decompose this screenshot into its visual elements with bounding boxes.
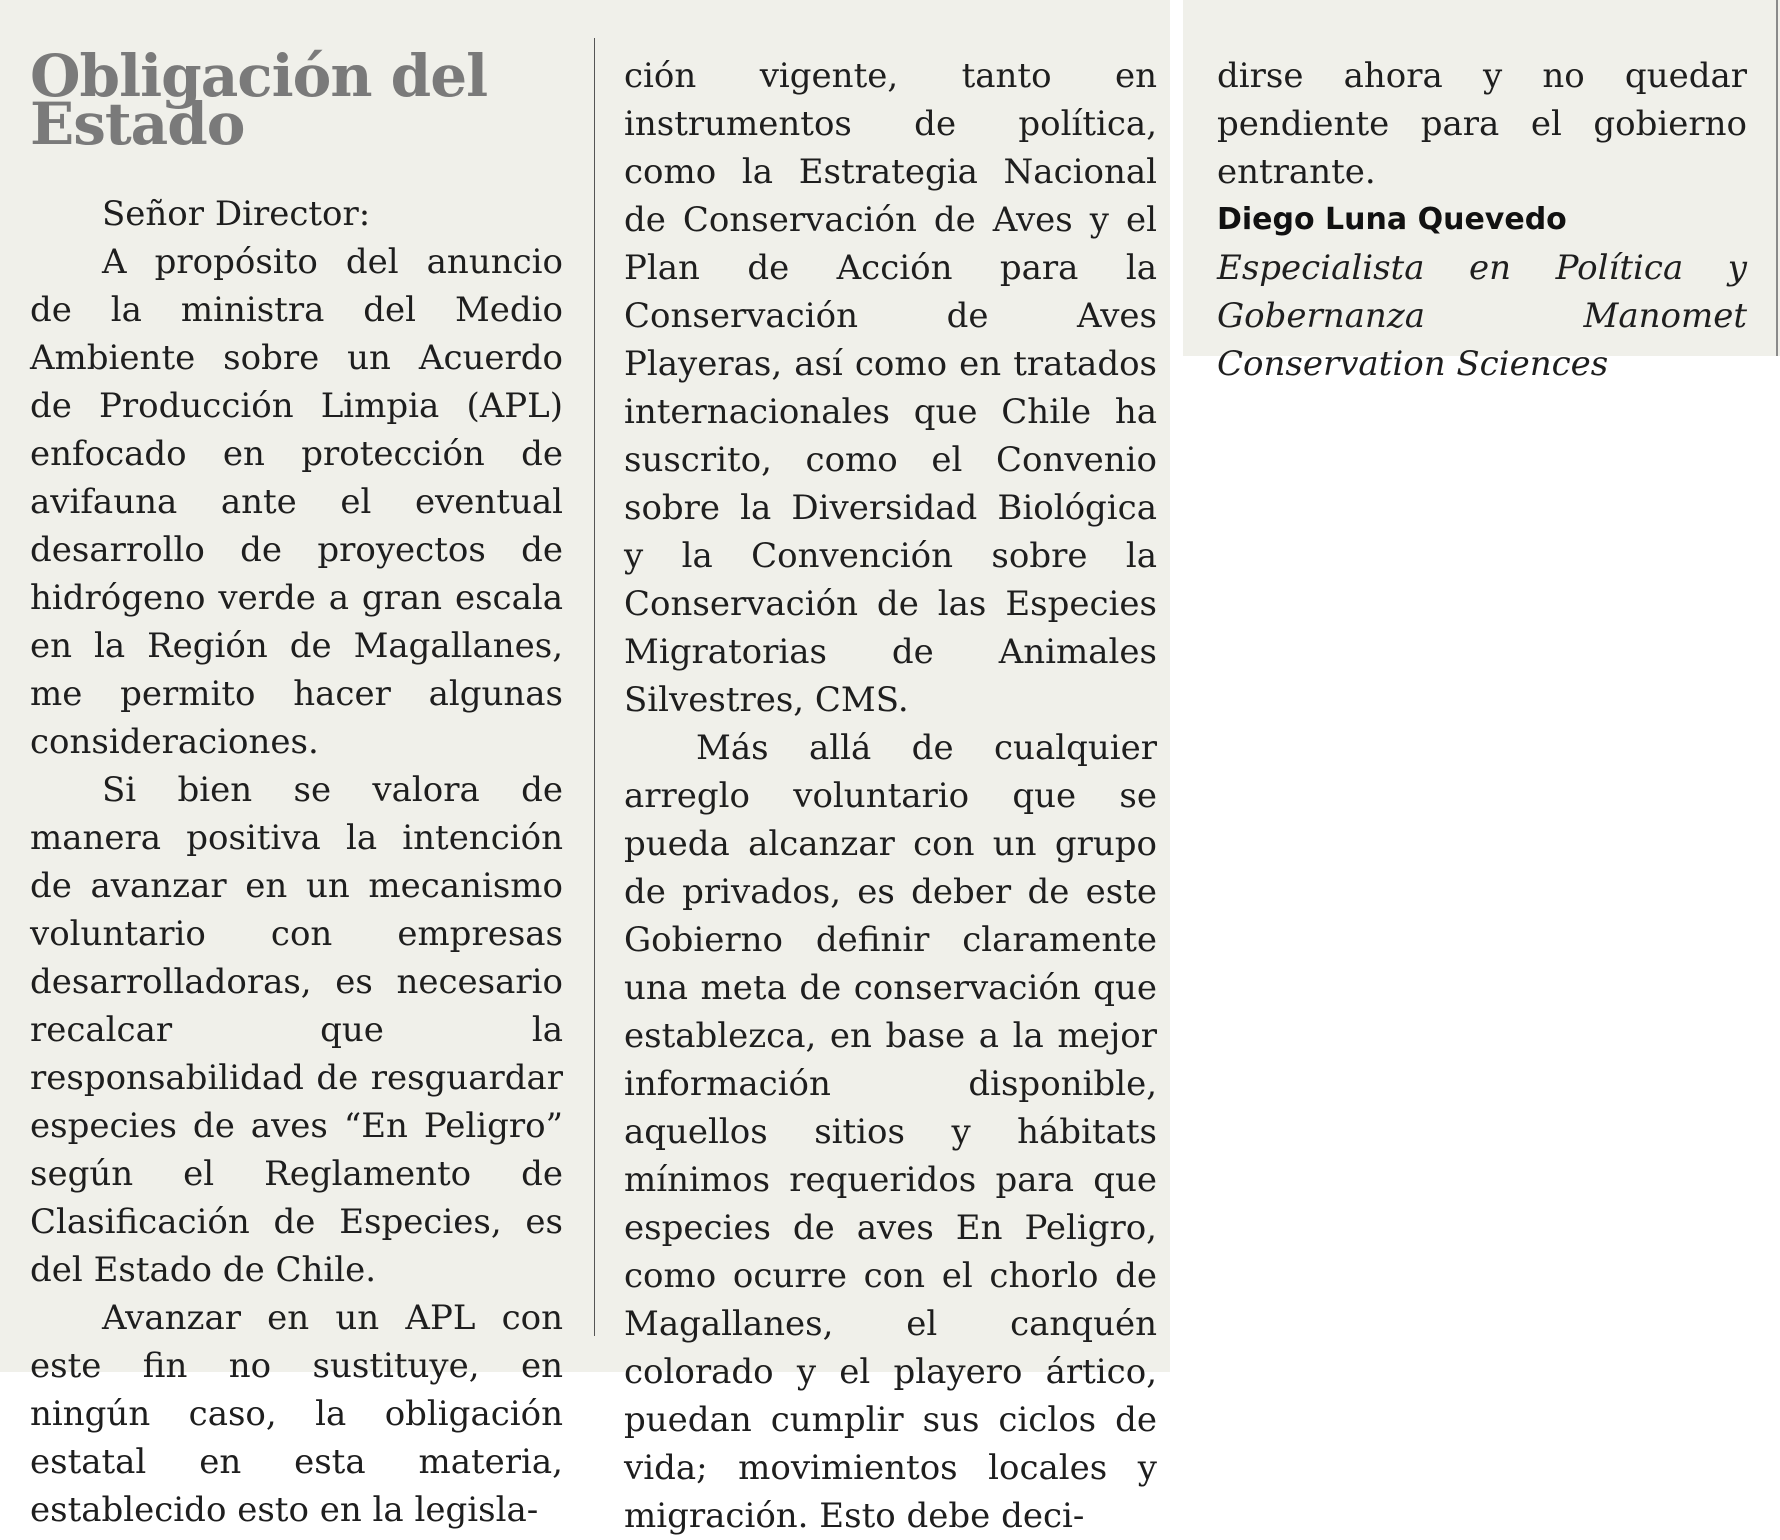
column-divider	[594, 38, 595, 1336]
paragraph: Más allá de cualquier arreglo voluntario que se pueda alcanzar con un grupo de privados, es deber de este Gobierno definir claramente una meta de conservación que establezca, en base a la mejor información disponible, aquellos sitios y hábitats mínimos requeridos para que especies de aves En Peligro, como ocurre con el chorlo de Magallanes, el canquén colorado y el playero ártico, puedan cumplir sus ciclos de vida; movimientos locales y migración. Esto debe deci-	[624, 728, 1157, 1536]
text-column-2	[624, 52, 1157, 1540]
author-name: Diego Luna Quevedo	[1217, 202, 1567, 237]
paragraph: Si bien se valora de manera positiva la intención de avanzar en un mecanismo voluntario con empresas desarrolladoras, es necesario recalcar que la responsabilidad de resguardar especies de aves “En Peligro” según el Reglamento de Clasificación de Especies, es del Estado de Chile.	[30, 770, 563, 1290]
text-column-3	[1217, 52, 1747, 388]
paragraph: A propósito del anuncio de la ministra del Medio Ambiente sobre un Acuerdo de Producción Limpia (APL) enfocado en protección de avifauna ante el eventual desarrollo de proyectos de hidrógeno verde a gran escala en la Región de Magallanes, me permito hacer algunas consideraciones.	[30, 242, 563, 762]
letter-headline: Obligación del Estado	[30, 42, 488, 158]
continuation-panel	[1183, 0, 1780, 384]
paragraph: Avanzar en un APL con este fin no sustituye, en ningún caso, la obligación estatal en esta materia, establecido esto en la legisla-	[30, 1298, 563, 1530]
text-column-1	[30, 190, 563, 1534]
paragraph: ción vigente, tanto en instrumentos de política, como la Estrategia Nacional de Conservación de Aves y el Plan de Acción para la Conservación de Aves Playeras, así como en tratados internacionales que Chile ha suscrito, como el Convenio sobre la Diversidad Biológica y la Convención sobre la Conservación de las Especies Migratorias de Animales Silvestres, CMS.	[624, 56, 1157, 720]
author-role: Especialista en Política y Gobernanza Manomet Conservation Sciences	[1217, 248, 1747, 384]
paragraph: dirse ahora y no quedar pendiente para el gobierno entrante.	[1217, 56, 1747, 192]
salutation: Señor Director:	[102, 194, 371, 234]
panel-edge-rule	[1776, 0, 1778, 356]
